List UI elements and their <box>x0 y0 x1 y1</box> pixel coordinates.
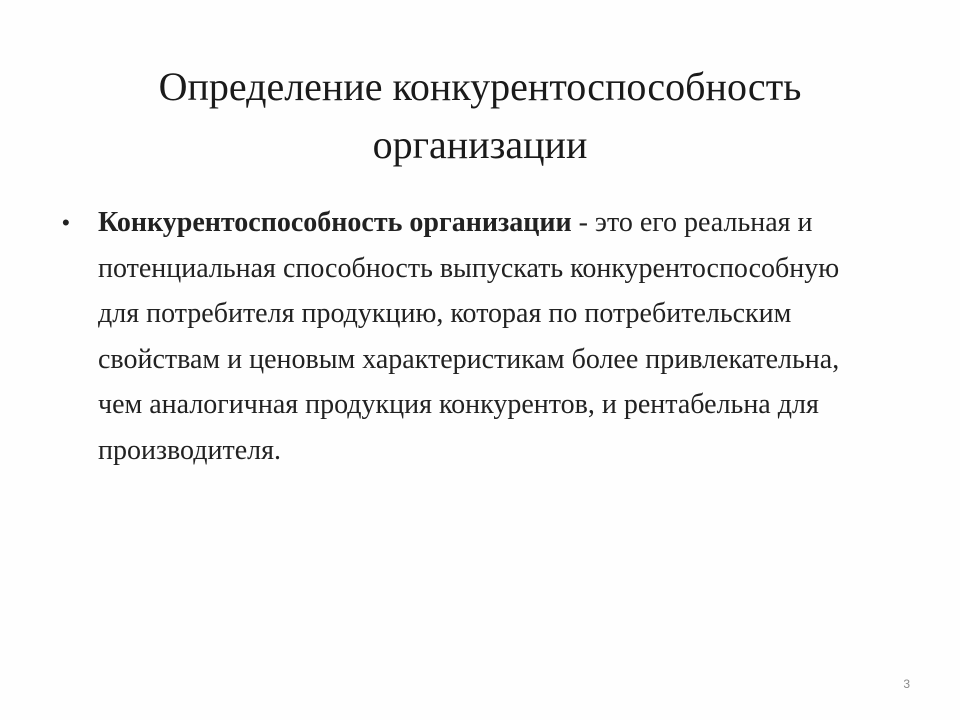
definition-text: - это его реальная и потенциальная способность выпускать конкурентоспособную для потребителя продукцию, которая по потребительским свойствам и ценовым характеристикам более привлекательна, чем аналогичная продукция конкурентов, и рентабельна для производителя. <box>98 207 840 466</box>
definition-bullet <box>62 200 862 473</box>
slide-number: 3 <box>903 677 910 691</box>
slide-title <box>60 58 900 174</box>
bullet-dot-icon: • <box>62 210 70 235</box>
definition-term: Конкурентоспособность организации <box>98 207 572 238</box>
bullet-list <box>62 200 862 473</box>
slide-title-line-2: организации <box>372 122 588 167</box>
slide-title-line-1: Определение конкурентоспособность <box>158 64 802 109</box>
